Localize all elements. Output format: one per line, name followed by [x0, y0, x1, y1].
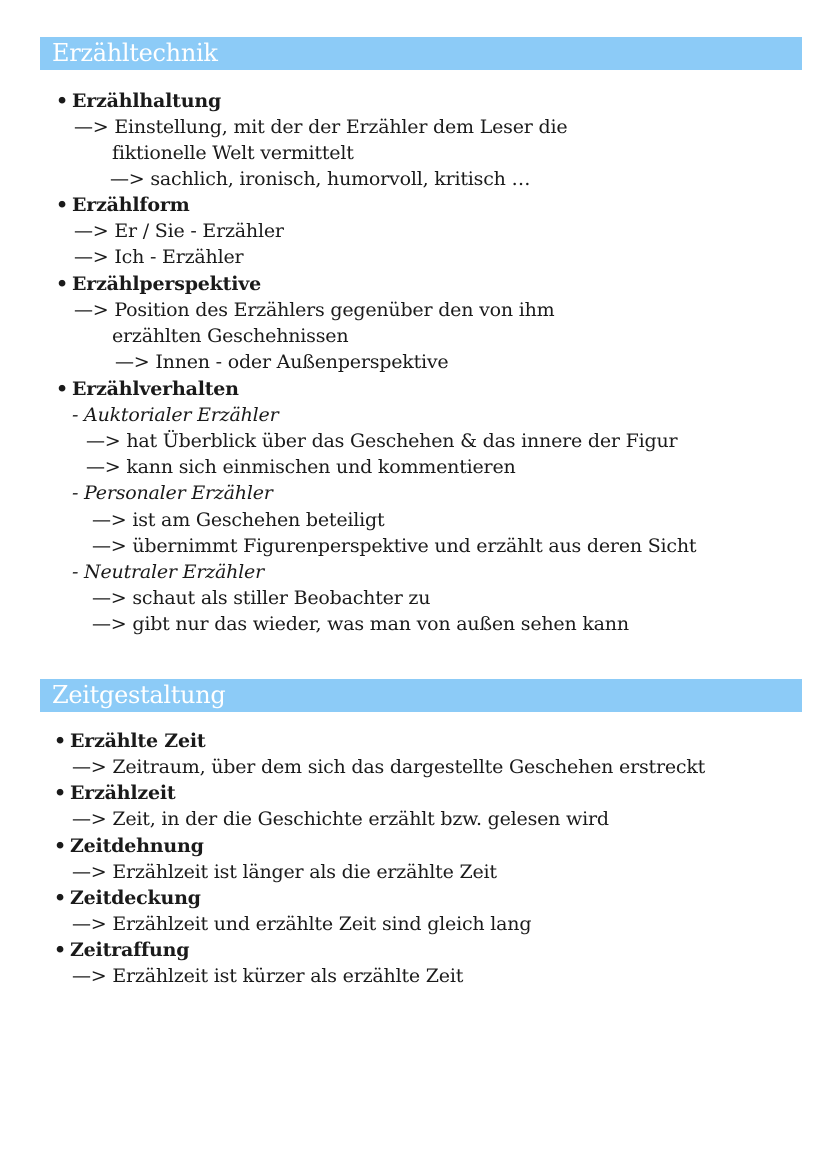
text-line: —> schaut als stiller Beobachter zu	[92, 587, 431, 609]
bullet-icon: •	[54, 835, 66, 857]
bullet-icon: •	[56, 90, 68, 112]
heading-text: Zeitdeckung	[70, 887, 201, 909]
heading-zeitdeckung	[54, 885, 201, 911]
section-title-erzaehltechnik: Erzähltechnik	[40, 37, 802, 70]
text-line: —> Erzählzeit ist länger als die erzählte Zeit	[72, 861, 497, 883]
bullet-icon: •	[54, 782, 66, 804]
heading-erzaehlperspektive	[56, 271, 261, 297]
heading-text: Zeitraffung	[70, 939, 190, 961]
text-line: —> Zeit, in der die Geschichte erzählt bzw. gelesen wird	[72, 808, 609, 830]
heading-text: Erzählform	[72, 194, 190, 216]
heading-erzaehlverhalten	[56, 376, 239, 402]
bullet-icon: •	[54, 939, 66, 961]
subheading-neutral: - Neutraler Erzähler	[72, 561, 264, 583]
heading-text: Zeitdehnung	[70, 835, 204, 857]
text-line: —> Innen - oder Außenperspektive	[115, 351, 449, 373]
text-line: —> übernimmt Figurenperspektive und erzählt aus deren Sicht	[92, 535, 697, 557]
heading-erzaehlte-zeit	[54, 728, 205, 754]
bullet-icon: •	[54, 887, 66, 909]
heading-text: Erzählperspektive	[72, 273, 261, 295]
heading-text: Erzählhaltung	[72, 90, 222, 112]
heading-text: Erzählte Zeit	[70, 730, 206, 752]
text-line: —> gibt nur das wieder, was man von außen sehen kann	[92, 613, 629, 635]
bullet-icon: •	[56, 378, 68, 400]
heading-zeitraffung	[54, 937, 189, 963]
heading-erzaehlzeit	[54, 780, 176, 806]
subheading-personal: - Personaler Erzähler	[72, 482, 273, 504]
section-title-zeitgestaltung: Zeitgestaltung	[40, 679, 802, 712]
bullet-icon: •	[54, 730, 66, 752]
heading-zeitdehnung	[54, 833, 204, 859]
text-line: —> Ich - Erzähler	[74, 246, 244, 268]
heading-erzaehlhaltung	[56, 88, 221, 114]
bullet-icon: •	[56, 273, 68, 295]
heading-text: Erzählzeit	[70, 782, 176, 804]
text-line: fiktionelle Welt vermittelt	[112, 142, 354, 164]
text-line: —> Zeitraum, über dem sich das dargestellte Geschehen erstreckt	[72, 756, 706, 778]
text-line: —> Position des Erzählers gegenüber den von ihm	[74, 299, 555, 321]
text-line: —> Einstellung, mit der der Erzähler dem Leser die	[74, 116, 568, 138]
bullet-icon: •	[56, 194, 68, 216]
text-line: erzählten Geschehnissen	[112, 325, 349, 347]
heading-text: Erzählverhalten	[72, 378, 239, 400]
heading-erzaehlform	[56, 192, 190, 218]
text-line: —> ist am Geschehen beteiligt	[92, 509, 385, 531]
text-line: —> Erzählzeit und erzählte Zeit sind gleich lang	[72, 913, 532, 935]
text-line: —> hat Überblick über das Geschehen & das innere der Figur	[86, 430, 678, 452]
text-line: —> sachlich, ironisch, humorvoll, kritisch …	[110, 168, 531, 190]
text-line: —> kann sich einmischen und kommentieren	[86, 456, 516, 478]
text-line: —> Erzählzeit ist kürzer als erzählte Zeit	[72, 965, 464, 987]
subheading-auktorial: - Auktorialer Erzähler	[72, 404, 279, 426]
text-line: —> Er / Sie - Erzähler	[74, 220, 284, 242]
